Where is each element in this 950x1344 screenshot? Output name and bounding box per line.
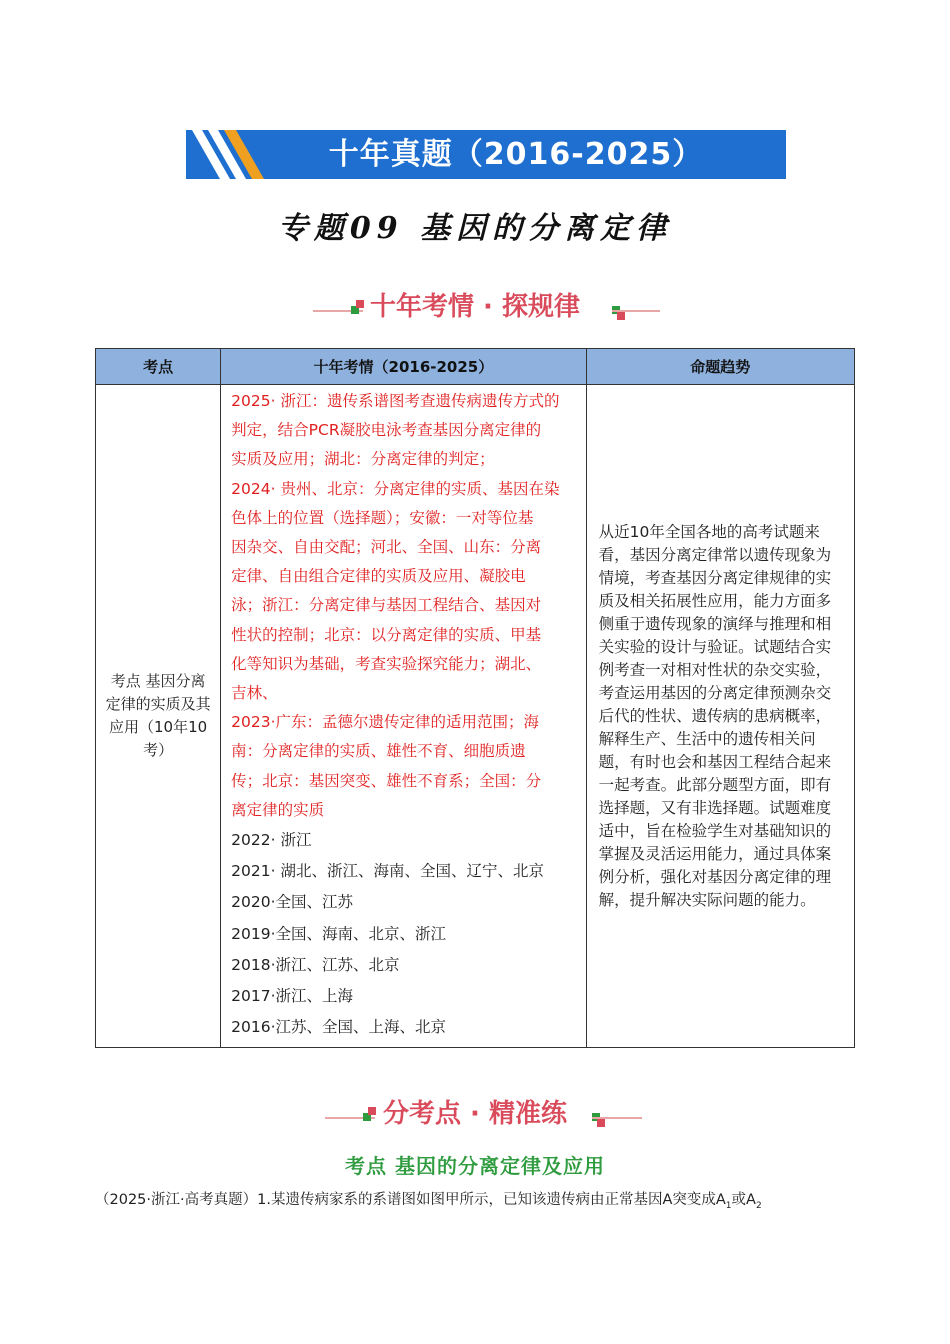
exam-trend-table bbox=[95, 348, 855, 1048]
subscript: 2 bbox=[755, 1200, 762, 1211]
history-black-line: 2018·浙江、江苏、北京 bbox=[231, 955, 400, 974]
title-banner bbox=[186, 130, 786, 179]
question-text: 1.某遗传病家系的系谱图如图甲所示，已知该遗传病由正常基因A突变成A bbox=[257, 1192, 726, 1208]
history-red-line: 因杂交、自由交配；河北、全国、山东：分离 bbox=[231, 538, 542, 557]
section-title: 分考点 · 精准练 bbox=[383, 1099, 567, 1129]
header-trend: 命题趋势 bbox=[586, 349, 854, 385]
history-red-line: 泳；浙江：分离定律与基因工程结合、基因对 bbox=[231, 596, 542, 615]
table-header-row bbox=[96, 349, 855, 385]
table-row bbox=[96, 385, 855, 1048]
history-red-line: 化等知识为基础，考查实验探究能力；湖北、 bbox=[231, 654, 542, 673]
history-black-line: 2019·全国、海南、北京、浙江 bbox=[231, 924, 447, 943]
header-kaodian: 考点 bbox=[96, 349, 221, 385]
topic-title: 专题09 基因的分离定律 bbox=[277, 211, 673, 246]
question-source: （2025·浙江·高考真题） bbox=[95, 1192, 258, 1208]
history-black-line: 2017·浙江、上海 bbox=[231, 987, 354, 1006]
question-text-mid: 或A bbox=[731, 1192, 756, 1208]
section-header-trend bbox=[0, 286, 950, 326]
subscript: 1 bbox=[725, 1200, 732, 1211]
history-black-line: 2022· 浙江 bbox=[231, 831, 312, 850]
history-red-line: 传；北京：基因突变、雄性不育系；全国：分 bbox=[231, 771, 542, 790]
history-black-line: 2016·江苏、全国、上海、北京 bbox=[231, 1018, 447, 1037]
history-red-line: 性状的控制；北京：以分离定律的实质、甲基 bbox=[231, 625, 542, 644]
trend-cell: 从近10年全国各地的高考试题来看，基因分离定律常以遗传现象为情境，考查基因分离定律规律的实质及相关拓展性应用，能力方面多侧重于遗传现象的演绎与推理和相关实验的设计与验证。试题结合实例考查一对相对性状的杂交实验，考查运用基因的分离定律预测杂交后代的性状、遗传病的患病概率，解释生产、生活中的遗传相关问题，有时也会和基因工程结合起来一起考查。此部分题型方面，即有选择题，又有非选择题。试题难度适中，旨在检验学生对基础知识的掌握及灵活运用能力，通过具体案例分析，强化对基因分离定律的理解，提升解决实际问题的能力。 bbox=[586, 385, 854, 1048]
kaodian-cell: 考点 基因分离定律的实质及其应用（10年10考） bbox=[96, 385, 221, 1048]
kaodian-heading: 考点 基因的分离定律及应用 bbox=[345, 1154, 605, 1178]
history-red-line: 判定，结合PCR凝胶电泳考查基因分离定律的 bbox=[231, 421, 542, 440]
history-black-line: 2021· 湖北、浙江、海南、全国、辽宁、北京 bbox=[231, 862, 544, 881]
decor-square-icon bbox=[597, 1119, 605, 1127]
history-cell bbox=[221, 385, 586, 1048]
header-history: 十年考情（2016-2025） bbox=[221, 349, 586, 385]
divider-right bbox=[592, 1117, 642, 1119]
section-title: 十年考情 · 探规律 bbox=[370, 292, 580, 322]
history-red-line: 南：分离定律的实质、雄性不育、细胞质遗 bbox=[231, 742, 526, 761]
history-red-line: 吉林、 bbox=[231, 684, 278, 703]
history-red-line: 2023·广东：孟德尔遗传定律的适用范围；海 bbox=[231, 713, 540, 732]
section-header-practice bbox=[0, 1093, 950, 1133]
history-black-line: 2020·全国、江苏 bbox=[231, 893, 354, 912]
decor-square-icon bbox=[617, 312, 625, 320]
history-red-line: 离定律的实质 bbox=[231, 800, 325, 819]
history-red-line: 实质及应用；湖北：分离定律的判定； bbox=[231, 450, 495, 469]
banner-title: 十年真题（2016-2025） bbox=[328, 137, 704, 172]
history-red-line: 2024· 贵州、北京：分离定律的实质、基因在染 bbox=[231, 479, 560, 498]
history-red-line: 色体上的位置（选择题）；安徽：一对等位基 bbox=[231, 508, 534, 527]
history-red-line: 定律、自由组合定律的实质及应用、凝胶电 bbox=[231, 567, 526, 586]
question-line bbox=[95, 1188, 895, 1211]
divider-right bbox=[612, 310, 660, 312]
history-red-line: 2025· 浙江：遗传系谱图考查遗传病遗传方式的 bbox=[231, 392, 560, 410]
